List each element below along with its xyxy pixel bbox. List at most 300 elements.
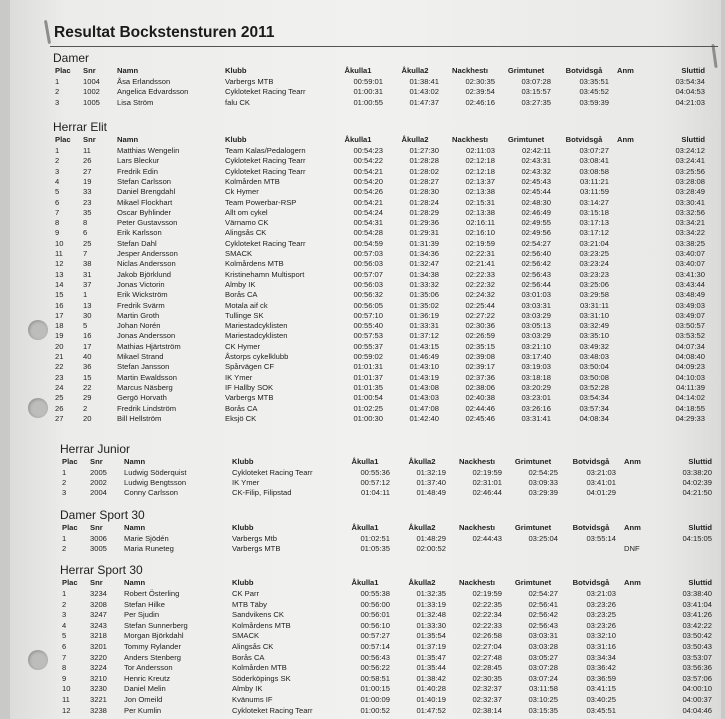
header-nackhest: Nackhestı	[459, 578, 495, 587]
cell-akulla1: 01:00:30	[353, 413, 383, 423]
cell-nackhest: 02:22:33	[465, 269, 495, 279]
cell-snr: 3210	[90, 673, 107, 683]
cell-name: Fredrik Edin	[117, 166, 158, 176]
cell-plac: 7	[55, 207, 60, 217]
cell-akulla2: 01:33:19	[416, 599, 446, 609]
cell-sluttid: 03:40:07	[675, 249, 705, 258]
header-name: Namn	[124, 457, 146, 466]
cell-snr: 31	[83, 269, 92, 279]
cell-name: Gergö Horvath	[117, 393, 167, 403]
section-title: Herrar Sport 30	[60, 563, 143, 577]
cell-botvidsga: 03:45:52	[579, 87, 609, 97]
cell-club: Kristinehamn Multisport	[225, 269, 305, 279]
cell-plac: 14	[55, 279, 64, 289]
cell-grimtunet: 03:09:33	[528, 478, 558, 488]
cell-name: Jon Omeild	[124, 695, 163, 704]
cell-club: Tullinge SK	[225, 310, 264, 320]
cell-snr: 3201	[90, 642, 107, 651]
cell-nackhest: 02:32:37	[472, 684, 502, 694]
cell-nackhest: 02:16:10	[465, 228, 495, 238]
cell-nackhest: 02:22:34	[472, 610, 502, 620]
cell-name: Per Kumlin	[124, 705, 162, 715]
cell-akulla2: 01:35:44	[416, 663, 446, 673]
cell-botvidsga: 03:11:21	[580, 176, 609, 186]
cell-grimtunet: 03:23:01	[521, 393, 551, 403]
cell-akulla1: 00:54:20	[353, 176, 383, 186]
cell-name: Stefan Jansson	[117, 362, 170, 372]
header-snr: Snr	[90, 523, 103, 532]
cell-snr: 3224	[90, 663, 107, 673]
cell-grimtunet: 02:56:43	[528, 620, 558, 630]
cell-sluttid: 03:38:40	[682, 589, 712, 598]
cell-akulla1: 01:00:15	[360, 684, 390, 694]
cell-name: Robert Österling	[124, 589, 180, 598]
cell-nackhest: 02:26:58	[472, 631, 502, 641]
cell-sluttid: 03:49:03	[675, 300, 705, 310]
cell-akulla2: 01:34:36	[409, 249, 439, 258]
cell-akulla2: 01:43:19	[409, 372, 439, 382]
cell-club: Team Powerbar-RSP	[225, 197, 297, 207]
cell-grimtunet: 03:18:18	[521, 372, 551, 382]
cell-sluttid: 03:41:26	[682, 610, 712, 620]
cell-plac: 1	[55, 77, 60, 86]
cell-akulla2: 01:32:47	[409, 259, 439, 269]
cell-akulla2: 01:34:38	[409, 269, 439, 279]
cell-grimtunet: 02:49:55	[521, 218, 551, 228]
cell-botvidsga: 03:23:23	[579, 269, 609, 279]
cell-plac: 8	[62, 663, 67, 673]
cell-plac: 5	[55, 187, 60, 197]
cell-nackhest: 02:22:33	[472, 620, 502, 630]
cell-club: Värnamo CK	[225, 218, 269, 228]
cell-nackhest: 02:25:44	[465, 300, 495, 310]
cell-nackhest: 02:11:03	[466, 146, 495, 155]
cell-plac: 27	[55, 413, 64, 423]
header-name: Namn	[124, 578, 146, 587]
cell-snr: 2005	[90, 468, 107, 477]
cell-akulla2: 01:47:52	[416, 705, 446, 715]
cell-grimtunet: 03:27:35	[521, 97, 551, 107]
cell-botvidsga: 03:52:28	[579, 382, 609, 392]
cell-sluttid: 03:34:21	[675, 218, 705, 228]
cell-botvidsga: 03:54:34	[579, 393, 609, 403]
cell-botvidsga: 03:21:04	[579, 238, 609, 248]
cell-name: Jesper Andersson	[117, 249, 178, 258]
cell-grimtunet: 02:43:32	[521, 166, 551, 176]
cell-club: SMACK	[225, 249, 253, 258]
cell-grimtunet: 02:56:42	[528, 610, 558, 620]
cell-akulla2: 01:28:02	[409, 166, 439, 176]
cell-plac: 3	[62, 488, 67, 498]
cell-plac: 2	[55, 87, 60, 97]
cell-akulla2: 01:43:08	[409, 382, 439, 392]
cell-nackhest: 02:26:59	[465, 331, 495, 341]
cell-grimtunet: 03:11:58	[529, 684, 558, 694]
cell-grimtunet: 03:07:28	[528, 663, 558, 673]
cell-name: Daniel Brengdahl	[117, 187, 176, 197]
cell-akulla2: 01:40:28	[416, 684, 446, 694]
cell-sluttid: 03:53:52	[675, 331, 705, 341]
cell-sluttid: 04:21:03	[675, 97, 705, 107]
header-name: Namn	[124, 523, 146, 532]
cell-name: Morgan Björkdahl	[124, 631, 184, 641]
punch-hole	[28, 650, 48, 670]
cell-sluttid: 03:50:42	[682, 631, 712, 641]
cell-club: Kolmården MTB	[232, 663, 287, 673]
cell-botvidsga: 03:11:59	[580, 187, 609, 197]
cell-name: Erik Karlsson	[117, 228, 162, 238]
cell-nackhest: 02:30:35	[472, 673, 502, 683]
cell-name: Martin Ewaldsson	[117, 372, 177, 382]
cell-nackhest: 02:32:37	[472, 695, 502, 704]
cell-akulla2: 01:27:30	[409, 146, 439, 155]
cell-botvidsga: 03:23:24	[579, 259, 609, 269]
header-anm: Anm	[617, 135, 634, 144]
cell-akulla2: 01:31:39	[409, 238, 439, 248]
cell-club: Almby IK	[232, 684, 263, 694]
cell-club: Ck Hymer	[225, 187, 259, 197]
cell-akulla2: 01:28:28	[409, 156, 439, 166]
cell-sluttid: 04:21:50	[682, 488, 712, 498]
header-grimtunet: Grimtunet	[507, 135, 545, 144]
cell-name: Angelica Edvardsson	[117, 87, 189, 97]
cell-akulla2: 01:28:29	[409, 207, 439, 217]
cell-snr: 20	[83, 413, 92, 423]
cell-grimtunet: 03:10:25	[528, 695, 558, 704]
cell-sluttid: 04:02:39	[682, 478, 712, 488]
cell-name: Stefan Dahl	[117, 238, 157, 248]
cell-name: Lars Bleckur	[117, 156, 160, 166]
staple-left	[44, 20, 51, 44]
cell-akulla1: 00:56:10	[360, 620, 390, 630]
cell-akulla1: 00:55:36	[360, 468, 390, 477]
cell-sluttid: 03:30:41	[675, 197, 705, 207]
header-nackhest: Nackhestı	[452, 66, 488, 75]
cell-grimtunet: 03:03:31	[528, 631, 558, 641]
cell-akulla2: 01:37:40	[416, 478, 446, 488]
cell-name: Niclas Andersson	[117, 259, 176, 269]
cell-sluttid: 04:10:03	[675, 372, 705, 382]
cell-plac: 2	[62, 544, 67, 554]
cell-akulla1: 01:00:09	[360, 695, 390, 704]
cell-snr: 3208	[90, 599, 107, 609]
cell-name: Bill Hellström	[117, 413, 162, 423]
header-snr: Snr	[83, 135, 96, 144]
cell-snr: 3247	[90, 610, 107, 620]
cell-club: Kolmårdens MTB	[225, 259, 284, 269]
cell-akulla2: 02:00:52	[416, 544, 446, 554]
cell-nackhest: 02:22:31	[465, 249, 495, 258]
cell-name: Daniel Melin	[124, 684, 166, 694]
cell-grimtunet: 03:07:28	[521, 77, 551, 86]
cell-grimtunet: 02:56:40	[521, 249, 551, 258]
cell-sluttid: 03:34:22	[675, 228, 705, 238]
section-title: Herrar Junior	[60, 442, 131, 456]
cell-botvidsga: 03:45:51	[586, 705, 616, 715]
cell-nackhest: 02:13:38	[465, 207, 495, 217]
cell-botvidsga: 03:50:08	[579, 372, 609, 382]
cell-name: Marcus Näsberg	[117, 382, 173, 392]
cell-grimtunet: 03:03:31	[521, 300, 551, 310]
header-akulla2: Åkulla2	[401, 135, 429, 144]
cell-akulla1: 00:58:51	[360, 673, 390, 683]
punch-hole	[28, 320, 48, 340]
cell-nackhest: 02:46:44	[472, 488, 502, 498]
cell-snr: 1004	[83, 77, 100, 86]
cell-akulla1: 00:55:37	[353, 341, 383, 351]
header-botvidsga: Botvidsgå	[572, 578, 610, 587]
header-akulla1: Åkulla1	[344, 135, 372, 144]
cell-nackhest: 02:39:08	[465, 352, 495, 361]
cell-akulla1: 00:55:40	[353, 321, 383, 331]
cell-snr: 13	[83, 300, 92, 310]
cell-club: Eksjö CK	[225, 413, 257, 423]
cell-nackhest: 02:44:43	[472, 534, 502, 543]
cell-sluttid: 03:32:56	[675, 207, 705, 217]
header-sluttid: Sluttid	[681, 66, 705, 75]
cell-plac: 13	[55, 269, 64, 279]
cell-snr: 3218	[90, 631, 107, 641]
cell-snr: 33	[83, 187, 92, 197]
cell-akulla1: 00:57:27	[360, 631, 390, 641]
cell-name: Maria Runeteg	[124, 544, 174, 554]
cell-snr: 22	[83, 382, 92, 392]
cell-akulla1: 00:57:53	[353, 331, 383, 341]
cell-snr: 2002	[90, 478, 107, 488]
cell-plac: 8	[55, 218, 60, 228]
cell-snr: 3238	[90, 705, 107, 715]
cell-club: IK Ymer	[225, 372, 253, 382]
cell-sluttid: 03:49:07	[675, 310, 705, 320]
cell-club: Mariestadcyklisten	[225, 321, 288, 331]
cell-nackhest: 02:19:59	[465, 238, 495, 248]
cell-akulla1: 01:00:55	[353, 97, 383, 107]
cell-botvidsga: 03:55:14	[586, 534, 616, 543]
cell-nackhest: 02:38:06	[465, 382, 495, 392]
cell-nackhest: 02:27:48	[472, 652, 502, 662]
staple-right	[711, 44, 717, 68]
cell-akulla2: 01:38:41	[409, 77, 439, 86]
cell-grimtunet: 03:29:39	[528, 488, 558, 498]
header-club: Klubb	[232, 457, 254, 466]
cell-akulla1: 00:54:28	[353, 228, 383, 238]
cell-snr: 25	[83, 238, 92, 248]
header-grimtunet: Grimtunet	[514, 457, 552, 466]
cell-name: Johan Norén	[117, 321, 161, 331]
cell-akulla1: 00:57:07	[353, 269, 383, 279]
cell-akulla2: 01:47:37	[409, 97, 439, 107]
cell-plac: 4	[55, 176, 60, 186]
cell-plac: 3	[55, 166, 60, 176]
cell-akulla2: 01:47:08	[409, 403, 439, 413]
cell-grimtunet: 02:48:30	[521, 197, 551, 207]
cell-snr: 3005	[90, 544, 107, 554]
cell-akulla2: 01:35:54	[416, 631, 446, 641]
cell-grimtunet: 02:54:27	[528, 589, 558, 598]
cell-botvidsga: 03:35:10	[579, 331, 609, 341]
cell-sluttid: 03:24:12	[675, 146, 705, 155]
cell-club: Cykloteket Racing Tearr	[225, 238, 306, 248]
cell-akulla1: 00:54:24	[353, 207, 383, 217]
cell-plac: 16	[55, 300, 64, 310]
cell-club: Kvänums IF	[232, 695, 273, 704]
cell-snr: 30	[83, 310, 92, 320]
cell-botvidsga: 03:48:03	[579, 352, 609, 361]
cell-club: Alingsås CK	[225, 228, 267, 238]
cell-akulla1: 01:00:31	[353, 87, 383, 97]
cell-akulla2: 01:36:19	[409, 310, 439, 320]
cell-botvidsga: 03:21:03	[586, 468, 616, 477]
header-sluttid: Sluttid	[688, 578, 712, 587]
cell-snr: 40	[83, 352, 92, 361]
cell-snr: 1002	[83, 87, 100, 97]
cell-name: Ludwig Bengtsson	[124, 478, 187, 488]
cell-sluttid: 04:15:05	[682, 534, 712, 543]
cell-akulla2: 01:38:42	[416, 673, 446, 683]
cell-club: Cykloteket Racing Tearr	[232, 468, 313, 477]
cell-name: Peter Gustavsson	[117, 218, 178, 228]
cell-nackhest: 02:40:38	[465, 393, 495, 403]
cell-plac: 12	[62, 705, 71, 715]
cell-akulla1: 00:54:59	[353, 238, 383, 248]
cell-snr: 3234	[90, 589, 107, 598]
cell-nackhest: 02:19:59	[472, 589, 502, 598]
cell-club: IK Ymer	[232, 478, 260, 488]
cell-sluttid: 04:14:02	[675, 393, 705, 403]
header-akulla1: Åkulla1	[351, 578, 379, 587]
cell-botvidsga: 03:32:10	[586, 631, 616, 641]
cell-akulla1: 00:56:03	[353, 259, 383, 269]
cell-grimtunet: 03:15:35	[528, 705, 558, 715]
cell-grimtunet: 02:45:43	[521, 176, 551, 186]
cell-akulla2: 01:28:27	[409, 176, 439, 186]
cell-sluttid: 04:18:55	[675, 403, 705, 413]
cell-plac: 2	[62, 478, 67, 488]
cell-grimtunet: 02:56:43	[521, 269, 551, 279]
cell-plac: 7	[62, 652, 67, 662]
cell-name: Stefan Carlsson	[117, 176, 172, 186]
header-sluttid: Sluttid	[688, 457, 712, 466]
cell-nackhest: 02:28:45	[472, 663, 502, 673]
cell-nackhest: 02:39:54	[465, 87, 495, 97]
cell-botvidsga: 03:08:41	[579, 156, 609, 166]
cell-name: Marie Sjödén	[124, 534, 169, 543]
cell-snr: 1005	[83, 97, 100, 107]
cell-akulla1: 01:00:54	[353, 393, 383, 403]
cell-anm: DNF	[624, 544, 640, 554]
cell-sluttid: 03:53:07	[682, 652, 712, 662]
cell-nackhest: 02:19:59	[472, 468, 502, 477]
cell-botvidsga: 03:49:32	[579, 341, 609, 351]
cell-plac: 9	[62, 673, 67, 683]
cell-sluttid: 03:54:34	[675, 77, 705, 86]
cell-akulla1: 00:54:21	[353, 166, 383, 176]
cell-botvidsga: 03:25:06	[579, 279, 609, 289]
cell-club: CK-Filip, Filipstad	[232, 488, 292, 498]
cell-akulla1: 00:56:00	[360, 599, 390, 609]
cell-akulla2: 01:43:10	[409, 362, 439, 372]
cell-sluttid: 03:38:25	[675, 238, 705, 248]
cell-plac: 1	[55, 146, 60, 155]
cell-nackhest: 02:31:01	[472, 478, 502, 488]
cell-botvidsga: 03:23:26	[586, 620, 616, 630]
header-snr: Snr	[83, 66, 96, 75]
cell-grimtunet: 03:03:29	[521, 331, 551, 341]
cell-sluttid: 03:43:44	[675, 279, 705, 289]
header-akulla1: Åkulla1	[351, 523, 379, 532]
cell-sluttid: 03:56:36	[682, 663, 712, 673]
cell-nackhest: 02:27:22	[465, 310, 495, 320]
cell-sluttid: 03:38:20	[682, 468, 712, 477]
header-akulla1: Åkulla1	[351, 457, 379, 466]
header-sluttid: Sluttid	[688, 523, 712, 532]
cell-snr: 19	[83, 176, 92, 186]
cell-snr: 11	[83, 146, 91, 155]
cell-club: Cykloteket Racing Tearr	[225, 87, 306, 97]
cell-club: SMACK	[232, 631, 260, 641]
header-plac: Plac	[55, 135, 71, 144]
cell-botvidsga: 03:34:34	[586, 652, 616, 662]
cell-club: Varbergs MTB	[225, 393, 274, 403]
cell-club: Varbergs MTB	[225, 77, 274, 86]
cell-akulla1: 01:01:37	[353, 372, 383, 382]
cell-botvidsga: 03:23:26	[586, 599, 616, 609]
cell-grimtunet: 02:56:42	[521, 259, 551, 269]
cell-akulla2: 01:32:48	[416, 610, 446, 620]
cell-plac: 10	[55, 238, 64, 248]
cell-botvidsga: 03:31:16	[586, 642, 616, 651]
cell-name: Tommy Rylander	[124, 642, 181, 651]
cell-snr: 17	[83, 341, 92, 351]
title-divider	[50, 46, 718, 47]
cell-grimtunet: 02:43:31	[521, 156, 551, 166]
cell-sluttid: 04:11:39	[676, 382, 705, 392]
cell-club: Mariestadcyklisten	[225, 331, 288, 341]
cell-sluttid: 04:04:46	[682, 705, 712, 715]
cell-akulla2: 01:42:40	[409, 413, 439, 423]
cell-name: Jonas Andersson	[117, 331, 176, 341]
cell-club: Motala aif ck	[225, 300, 268, 310]
cell-plac: 23	[55, 372, 64, 382]
cell-snr: 27	[83, 166, 92, 176]
cell-akulla1: 01:01:35	[353, 382, 383, 392]
cell-plac: 4	[62, 620, 67, 630]
cell-akulla2: 01:35:06	[409, 290, 439, 300]
header-plac: Plac	[62, 457, 78, 466]
cell-plac: 15	[55, 290, 64, 300]
header-botvidsga: Botvidsgå	[565, 66, 603, 75]
cell-sluttid: 03:41:30	[675, 269, 705, 279]
cell-grimtunet: 03:21:10	[521, 341, 551, 351]
cell-nackhest: 02:37:36	[465, 372, 495, 382]
cell-snr: 3220	[90, 652, 107, 662]
cell-grimtunet: 03:05:13	[521, 321, 551, 331]
header-grimtunet: Grimtunet	[507, 66, 545, 75]
header-nackhest: Nackhestı	[452, 135, 488, 144]
header-club: Klubb	[232, 578, 254, 587]
cell-akulla2: 01:40:19	[416, 695, 446, 704]
header-grimtunet: Grimtunet	[514, 523, 552, 532]
cell-sluttid: 04:00:10	[682, 684, 712, 694]
cell-botvidsga: 03:21:03	[586, 589, 616, 598]
cell-snr: 35	[83, 207, 92, 217]
header-anm: Anm	[624, 578, 641, 587]
cell-akulla1: 00:54:23	[353, 146, 383, 155]
cell-snr: 8	[83, 218, 88, 228]
header-name: Namn	[117, 135, 139, 144]
cell-sluttid: 04:00:37	[682, 695, 712, 704]
cell-akulla1: 00:57:10	[353, 310, 383, 320]
